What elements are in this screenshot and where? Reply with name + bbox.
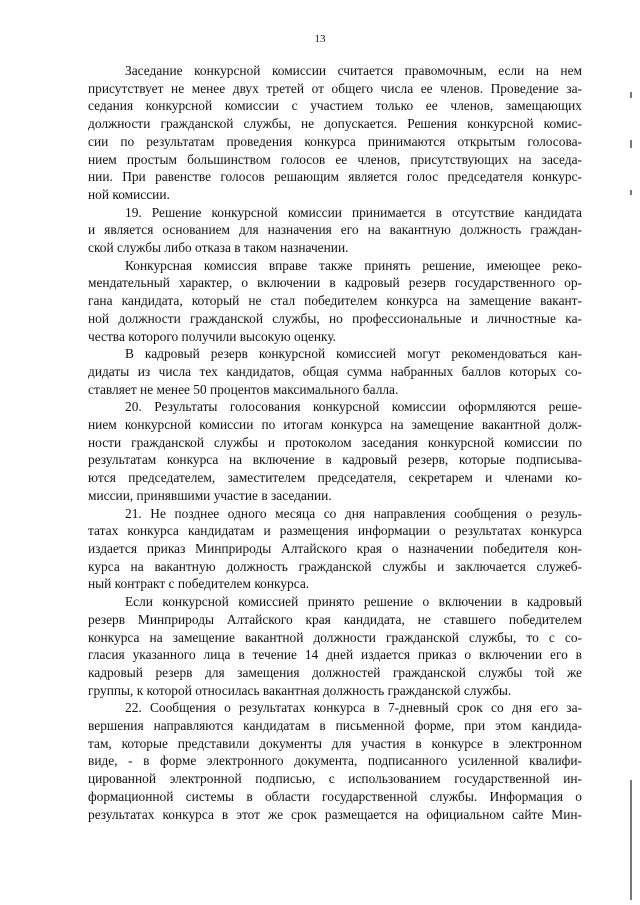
text-line: ности гражданской службы и протоколом заседания конкурсной комиссии по <box>88 434 582 450</box>
text-line: миссии, принявшими участие в заседании. <box>88 487 332 503</box>
text-line: гана кандидата, который не стал победителем конкурса на замещение вакант- <box>88 293 582 309</box>
text-line: седания конкурсной комиссии с участием только ее членов, замещающих <box>88 98 582 114</box>
text-line: чества которого получили высокую оценку. <box>88 328 337 344</box>
scan-edge-mark <box>630 190 632 195</box>
text-line: гласия указанного лица в течение 14 дней издается приказ о включении его в <box>88 647 582 663</box>
text-line: присутствует не менее двух третей от общего числа ее членов. Проведение за- <box>88 80 582 96</box>
text-line: результатах конкурса в этот же срок размещается на официальном сайте Мин- <box>88 806 582 822</box>
text-line: кадровый резерв для замещения должностей гражданской службы той же <box>88 664 582 680</box>
text-line: сии по результатам проведения конкурса принимаются открытым голосова- <box>88 133 582 149</box>
text-line: издается приказ Минприроды Алтайского края о назначении победителя кон- <box>88 540 582 556</box>
text-line: и является основанием для назначения его на вакантную должность граждан- <box>88 222 582 238</box>
text-line: ются председателем, заместителем председателя, секретарем и членами ко- <box>88 470 582 486</box>
text-line: ской службы либо отказа в таком назначении. <box>88 240 349 256</box>
text-line: там, которые представили документы для участия в конкурсе в электронном <box>88 735 582 751</box>
text-line: нием конкурсной комиссии по итогам конкурса на замещение вакантной долж- <box>88 417 582 433</box>
text-line: формационной системы в области государственной службы. Информация о <box>88 788 582 804</box>
text-line: должности гражданской службы, не допускается. Решения конкурсной комис- <box>88 116 582 132</box>
text-line: 21. Не позднее одного месяца со дня направления сообщения о резуль- <box>125 505 582 521</box>
text-line: татах конкурса кандидатам и размещения информации о результатах конкурса <box>88 523 582 539</box>
text-line: мендательный характер, о включении в кадровый резерв государственного ор- <box>88 275 582 291</box>
text-line: дидаты из числа тех кандидатов, общая сумма набранных баллов которых со- <box>88 363 582 379</box>
text-line: В кадровый резерв конкурсной комиссией могут рекомендоваться кан- <box>125 346 582 362</box>
text-line: 19. Решение конкурсной комиссии принимается в отсутствие кандидата <box>125 204 582 220</box>
text-line: резерв Минприроды Алтайского края кандидата, не ставшего победителем <box>88 611 582 627</box>
text-line: ной комиссии. <box>88 186 170 202</box>
text-line: 22. Сообщения о результатах конкурса в 7-дневный срок со дня его за- <box>125 700 582 716</box>
text-line: нии. При равенстве голосов решающим является голос председателя конкурс- <box>88 169 582 185</box>
scan-edge-mark <box>630 140 632 148</box>
text-line: ной должности гражданской службы, но профессиональные и личностные ка- <box>88 310 582 326</box>
text-line: конкурса на замещение вакантной должности гражданской службы, то с со- <box>88 629 582 645</box>
text-line: группы, к которой относилась вакантная должность гражданской службы. <box>88 682 512 698</box>
scan-edge-mark <box>630 780 632 900</box>
scan-edge-mark <box>630 92 632 98</box>
text-line: курса на вакантную должность гражданской службы и заключается служеб- <box>88 558 582 574</box>
text-line: Заседание конкурсной комиссии считается правомочным, если на нем <box>125 63 582 78</box>
text-line: результатам конкурса на включение в кадровый резерв, которые подписыва- <box>88 452 582 468</box>
text-line: цированной электронной подписью, с использованием государственной ин- <box>88 771 582 787</box>
text-line: вершения направляются кандидатам в письменной форме, при этом кандида- <box>88 718 582 734</box>
text-line: виде, - в форме электронного документа, подписанного усиленной квалифи- <box>88 753 582 769</box>
page-number: 13 <box>314 33 326 45</box>
text-line: ставляет не менее 50 процентов максимального балла. <box>88 381 399 397</box>
text-line: Если конкурсной комиссией принято решение о включении в кадровый <box>125 594 582 610</box>
text-line: ный контракт с победителем конкурса. <box>88 576 310 592</box>
document-body <box>88 62 582 823</box>
text-line: нием простым большинством голосов ее членов, присутствующих на заседа- <box>88 151 582 167</box>
text-line: Конкурсная комиссия вправе также принять решение, имеющее реко- <box>125 257 582 273</box>
text-line: 20. Результаты голосования конкурсной комиссии оформляются реше- <box>125 399 582 415</box>
